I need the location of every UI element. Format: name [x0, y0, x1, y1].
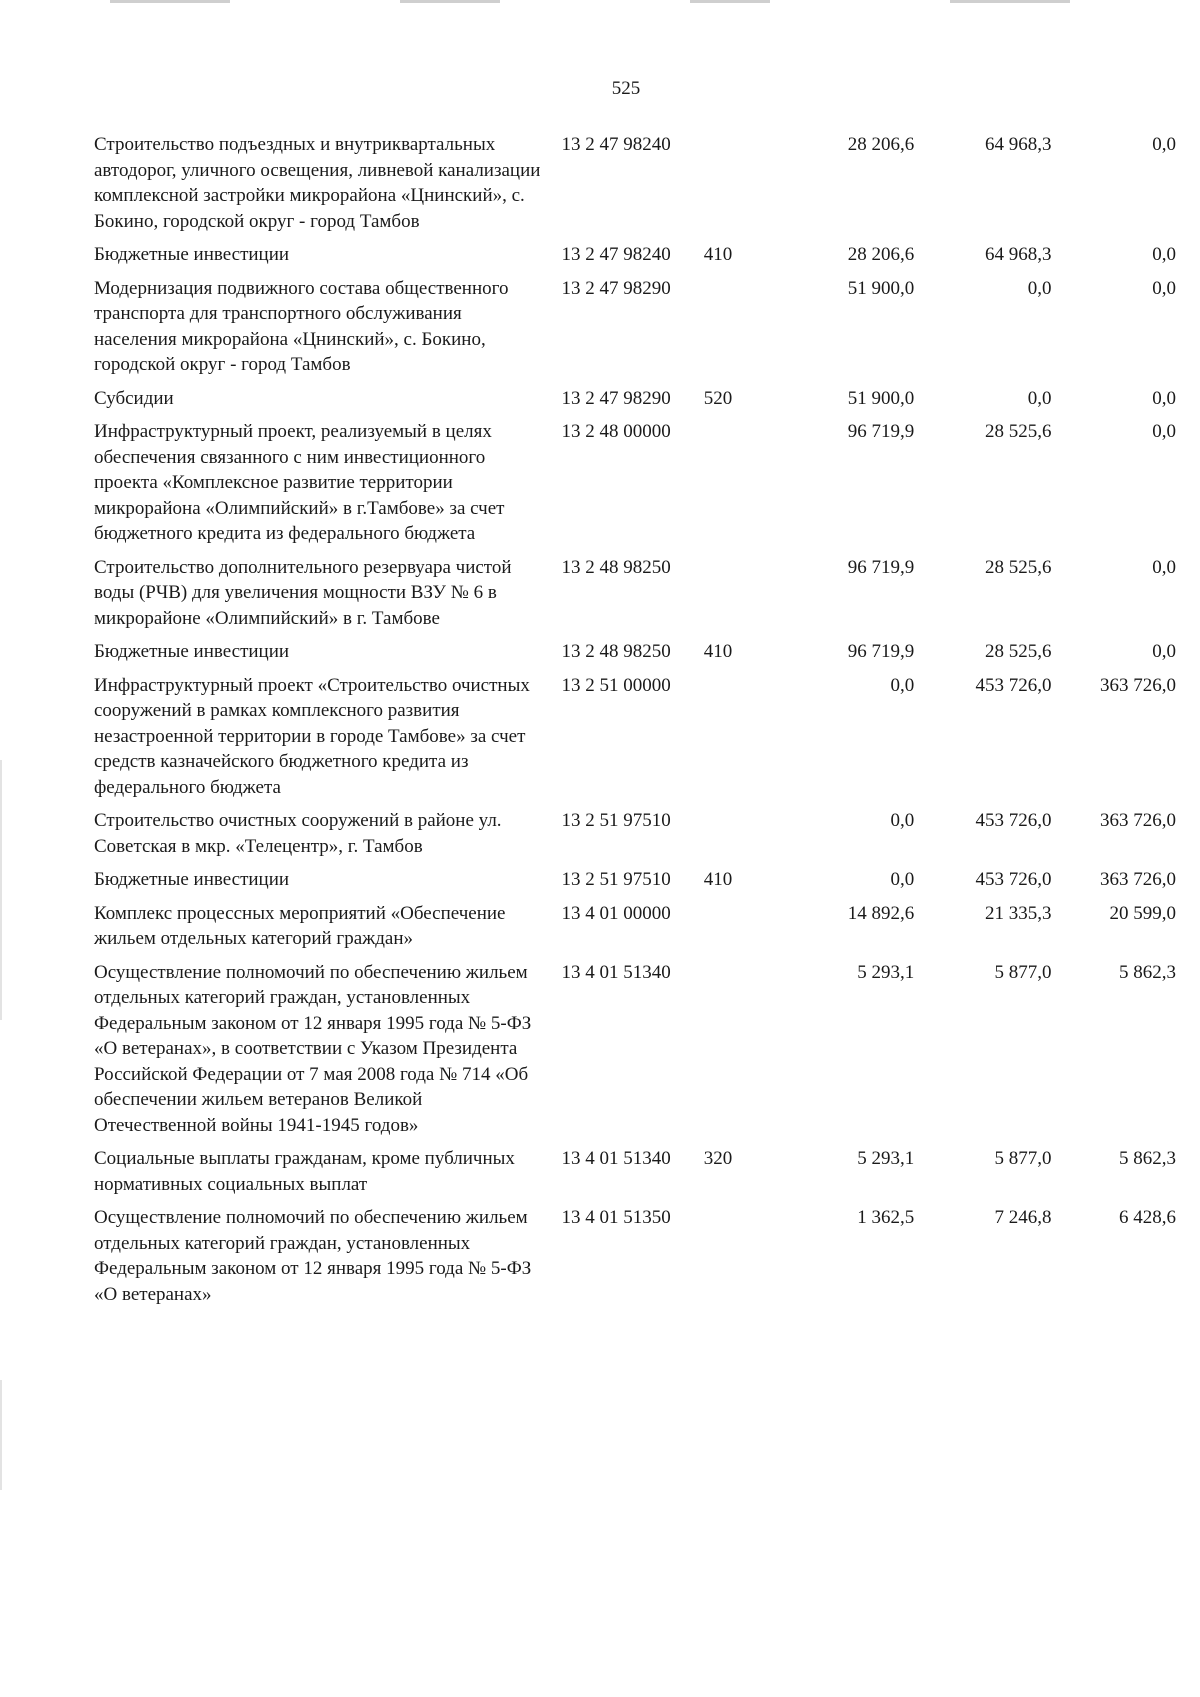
table-row [94, 808, 1176, 859]
row-amount-year-1: 51 900,0 [847, 387, 915, 409]
table-row [94, 1205, 1176, 1307]
row-amount-year-2: 0,0 [1027, 387, 1052, 409]
row-amount-year-2: 28 525,6 [985, 556, 1052, 578]
row-description: Строительство подъездных и внутриквартальных автодорог, уличного освещения, ливневой канализации комплексной застройки микрорайона «Цнинский», с. Бокино, городской округ - город Тамбов [94, 134, 541, 232]
budget-table [94, 132, 1176, 1315]
row-description: Модернизация подвижного состава общественного транспорта для транспортного обслуживания населения микрорайона «Цнинский», с. Бокино, городской округ - город Тамбов [94, 277, 509, 375]
page-number: 525 [611, 78, 641, 99]
row-amount-year-1: 0,0 [890, 810, 915, 831]
row-target-code: 13 2 51 97510 [561, 869, 671, 890]
table-row [94, 242, 1176, 268]
table-row [94, 901, 1176, 952]
row-amount-year-3: 5 862,3 [1119, 1148, 1177, 1169]
row-description: Бюджетные инвестиции [94, 244, 290, 265]
row-amount-year-2: 453 726,0 [975, 869, 1052, 890]
row-amount-year-2: 453 726,0 [975, 810, 1052, 831]
row-amount-year-2: 453 726,0 [975, 674, 1052, 696]
table-row [94, 960, 1176, 1139]
row-amount-year-2: 0,0 [1027, 277, 1052, 299]
row-description: Бюджетные инвестиции [94, 869, 290, 890]
row-amount-year-3: 5 862,3 [1119, 961, 1177, 983]
row-expense-type: 410 [703, 869, 733, 890]
row-target-code: 13 2 47 98240 [561, 244, 671, 265]
scan-edge-mark [400, 0, 500, 3]
row-amount-year-3: 0,0 [1152, 244, 1177, 265]
scan-edge-mark [690, 0, 770, 3]
row-target-code: 13 2 47 98240 [561, 134, 671, 155]
row-target-code: 13 2 48 98250 [561, 556, 671, 578]
row-amount-year-1: 96 719,9 [847, 421, 915, 442]
row-amount-year-3: 6 428,6 [1119, 1207, 1177, 1228]
row-amount-year-2: 7 246,8 [994, 1207, 1052, 1228]
row-expense-type: 520 [703, 387, 733, 409]
row-amount-year-1: 5 293,1 [857, 1148, 915, 1169]
row-description: Субсидии [94, 387, 174, 409]
table-row [94, 1146, 1176, 1197]
table-row [94, 673, 1176, 801]
row-amount-year-3: 0,0 [1152, 641, 1177, 662]
row-amount-year-1: 96 719,9 [847, 641, 915, 662]
table-row [94, 419, 1176, 547]
row-amount-year-2: 28 525,6 [985, 421, 1052, 442]
row-target-code: 13 2 51 97510 [561, 810, 671, 831]
scan-edge-mark [950, 0, 1070, 3]
row-amount-year-2: 28 525,6 [985, 641, 1052, 662]
row-amount-year-3: 20 599,0 [1109, 902, 1177, 924]
row-amount-year-1: 5 293,1 [857, 961, 915, 983]
row-amount-year-1: 0,0 [890, 674, 915, 696]
row-amount-year-1: 0,0 [890, 869, 915, 890]
row-amount-year-1: 96 719,9 [847, 556, 915, 578]
row-description: Осуществление полномочий по обеспечению жильем отдельных категорий граждан, установленных Федеральным законом от 12 января 1995 года № 5-ФЗ «О ветеранах», в соответствии с Указом Президента Российской Федерации от 7 мая 2008 года № 714 «Об обеспечении жильем ветеранов Великой Отечественной войны 1941-1945 годов» [94, 961, 532, 1136]
row-target-code: 13 2 47 98290 [561, 277, 671, 299]
row-amount-year-2: 64 968,3 [985, 134, 1052, 155]
row-expense-type: 410 [703, 244, 733, 265]
table-row [94, 132, 1176, 234]
row-amount-year-2: 21 335,3 [985, 902, 1052, 924]
table-row [94, 555, 1176, 632]
row-amount-year-1: 1 362,5 [857, 1207, 915, 1228]
table-row [94, 867, 1176, 893]
row-amount-year-1: 28 206,6 [847, 134, 915, 155]
row-amount-year-3: 363 726,0 [1100, 674, 1177, 696]
row-description: Инфраструктурный проект «Строительство очистных сооружений в рамках комплексного развития незастроенной территории в городе Тамбове» за счет средств казначейского бюджетного кредита из федерального бюджета [94, 674, 530, 798]
row-target-code: 13 2 47 98290 [561, 387, 671, 409]
row-amount-year-2: 5 877,0 [994, 961, 1052, 983]
row-amount-year-3: 0,0 [1152, 277, 1177, 299]
row-amount-year-1: 28 206,6 [847, 244, 915, 265]
row-description: Инфраструктурный проект, реализуемый в целях обеспечения связанного с ним инвестиционного проекта «Комплексное развитие территории микрорайона «Олимпийский» в г.Тамбове» за счет бюджетного кредита из федерального бюджета [94, 421, 505, 544]
row-description: Строительство дополнительного резервуара чистой воды (РЧВ) для увеличения мощности ВЗУ № 6 в микрорайоне «Олимпийский» в г. Тамбове [94, 556, 512, 629]
row-description: Бюджетные инвестиции [94, 641, 290, 662]
row-amount-year-3: 0,0 [1152, 134, 1177, 155]
scan-edge-mark [110, 0, 230, 3]
row-expense-type: 320 [703, 1148, 733, 1169]
row-amount-year-2: 5 877,0 [994, 1148, 1052, 1169]
row-description: Осуществление полномочий по обеспечению жильем отдельных категорий граждан, установленных Федеральным законом от 12 января 1995 года № 5-ФЗ «О ветеранах» [94, 1207, 532, 1305]
row-amount-year-2: 64 968,3 [985, 244, 1052, 265]
row-target-code: 13 2 48 98250 [561, 641, 671, 662]
row-amount-year-3: 0,0 [1152, 421, 1177, 442]
row-amount-year-3: 363 726,0 [1100, 810, 1177, 831]
table-row [94, 276, 1176, 378]
row-description: Комплекс процессных мероприятий «Обеспечение жильем отдельных категорий граждан» [94, 902, 506, 949]
row-target-code: 13 2 51 00000 [561, 674, 671, 696]
row-expense-type: 410 [703, 641, 733, 662]
scan-edge-mark [0, 1380, 2, 1490]
row-target-code: 13 4 01 00000 [561, 902, 671, 924]
row-amount-year-1: 51 900,0 [847, 277, 915, 299]
row-description: Социальные выплаты гражданам, кроме публичных нормативных социальных выплат [94, 1148, 515, 1195]
row-amount-year-3: 0,0 [1152, 556, 1177, 578]
row-target-code: 13 4 01 51340 [561, 1148, 671, 1169]
row-amount-year-3: 0,0 [1152, 387, 1177, 409]
row-target-code: 13 4 01 51340 [561, 961, 671, 983]
row-amount-year-1: 14 892,6 [847, 902, 915, 924]
scan-edge-mark [0, 760, 2, 1020]
row-amount-year-3: 363 726,0 [1100, 869, 1177, 890]
row-target-code: 13 4 01 51350 [561, 1207, 671, 1228]
table-row [94, 639, 1176, 665]
row-target-code: 13 2 48 00000 [561, 421, 671, 442]
table-row [94, 386, 1176, 412]
row-description: Строительство очистных сооружений в районе ул. Советская в мкр. «Телецентр», г. Тамбов [94, 810, 502, 857]
